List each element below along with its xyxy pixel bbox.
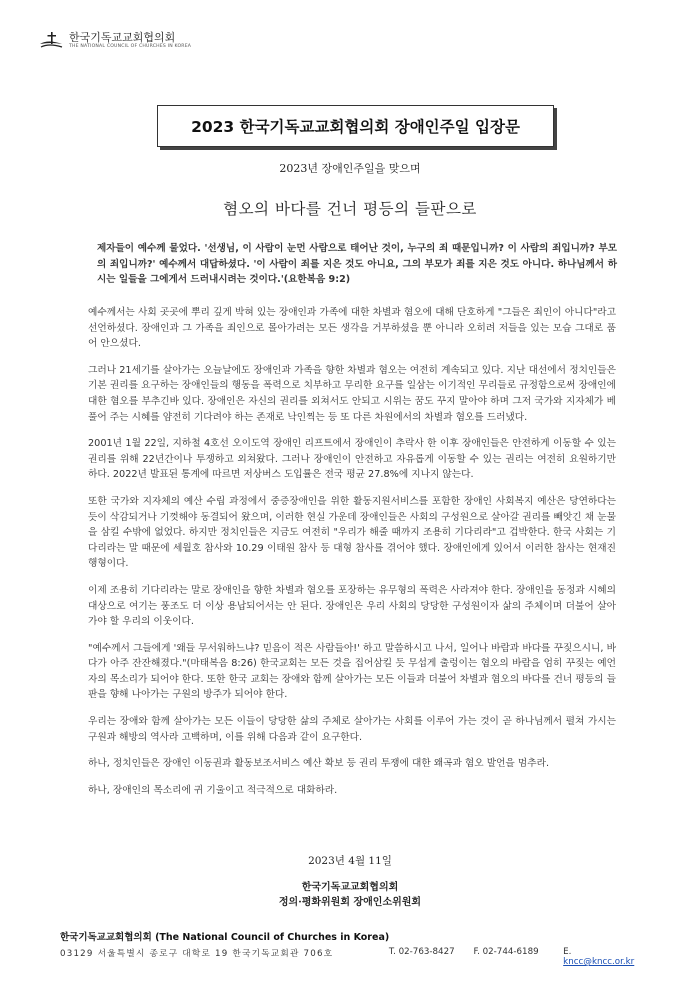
statement-date: 2023년 4월 11일	[308, 855, 392, 867]
signature-committee: 정의·평화위원회 장애인소위원회	[278, 897, 422, 908]
footer-address: 03129 서울특별시 종로구 대학로 19 한국기독교회관 706호	[60, 949, 334, 959]
subtitle: 2023년 장애인주일을 맞으며	[279, 162, 421, 175]
header-logo	[38, 30, 191, 52]
org-name-ko: 한국기독교교회협의회	[69, 31, 176, 44]
title-box	[157, 105, 554, 147]
paragraph: 이제 조용히 기다리라는 말로 장애인을 향한 차별과 혐오를 포장하는 유무형의 폭력은 사라져야 한다. 장애인을 동정과 시혜의 대상으로 여기는 풍조도 더 이상 용납되어서는 안 된다. 장애인은 우리 사회의 당당한 구성원이자 삶의 주체이며 더불어 살아가야 할 우리의 이웃이다.	[88, 584, 616, 628]
paragraph: 그러나 21세기를 살아가는 오늘날에도 장애인과 가족을 향한 차별과 혐오는 여전히 계속되고 있다. 지난 대선에서 정치인들은 기본 권리를 요구하는 장애인들의 행동을 폭력으로 치부하고 무리한 요구를 일삼는 이기적인 무리들로 규정함으로써 장애인에 대한 혐오를 부추긴바 있다. 장애인은 자신의 권리를 외쳐서도 안되고 시위는 꿈도 꾸지 말아야 하며 그저 국가와 지자체가 베풀어 주는 시혜를 얌전히 기다려야 하는 존재로 낙인찍는 등 또 다른 차원에서의 차별과 혐오를 드러냈다.	[88, 364, 616, 423]
page-title: 2023 한국기독교교회협의회 장애인주일 입장문	[191, 118, 520, 136]
paragraph: 하나, 장애인의 목소리에 귀 기울이고 적극적으로 대화하라.	[88, 784, 338, 796]
paragraph: 2001년 1월 22일, 지하철 4호선 오이도역 장애인 리프트에서 장애인이 추락사 한 이후 장애인들은 안전하게 이동할 수 있는 권리를 위해 22년간이나 투쟁하고 외쳐왔다. 그러나 장애인이 안전하고 자유롭게 이동할 수 있는 권리는 여전히 요원하기만 하다. 2022년 발표된 통계에 따르면 저상버스 도입률은 전국 평균 27.8%에 지나지 않는다.	[88, 438, 616, 481]
signature-block	[0, 880, 700, 910]
email-prefix: E.	[563, 947, 572, 957]
paragraph: 또한 국가와 지자체의 예산 수립 과정에서 중증장애인을 위한 활동지원서비스를 포함한 장애인 사회복지 예산은 당연하다는 듯이 삭감되거나 기껏해야 동결되어 왔으며, 이러한 현실 가운데 장애인들은 사회의 구성원으로 살아갈 권리를 빼앗긴 채 눈물을 삼킬 수밖에 없었다. 하지만 정치인들은 지금도 여전히 "우리가 해줄 때까지 조용히 기다리라"고 겁박한다. 한국 사회는 기다리라는 말 때문에 세월호 참사와 10.29 이태원 참사 등 대형 참사를 겪어야 했다. 장애인에게 있어서 이러한 참사는 현재진행형이다.	[88, 495, 616, 570]
email-link[interactable]: kncc@kncc.or.kr	[563, 957, 635, 967]
signature-org: 한국기독교교회협의회	[301, 882, 399, 893]
footer-contact	[60, 947, 645, 967]
cross-logo-icon	[38, 30, 64, 52]
paragraph: "예수께서 그들에게 '왜들 무서워하느냐? 믿음이 적은 사람들아!' 하고 말씀하시고 나서, 일어나 바람과 바다를 꾸짖으시니, 바다가 아주 잔잔해졌다."(마태복음 8:26) 한국교회는 모든 것을 집어삼킬 듯 무섭게 출렁이는 혐오의 바람을 엄히 꾸짖는 예언자의 목소리가 되어야 한다. 또한 한국 교회는 장애와 함께 살아가는 모든 이들과 더불어 차별과 혐오의 바다를 건너 평등의 들판을 향해 나아가는 구원의 방주가 되어야 한다.	[88, 642, 616, 701]
paragraph: 하나, 정치인들은 장애인 이동권과 활동보조서비스 예산 확보 등 권리 투쟁에 대한 왜곡과 혐오 발언을 멈추라.	[88, 758, 550, 770]
statement-body	[88, 305, 616, 809]
scripture-quote: 제자들이 예수께 물었다. '선생님, 이 사람이 눈먼 사람으로 태어난 것이, 누구의 죄 때문입니까? 이 사람의 죄입니까? 부모의 죄입니까?' 예수께서 대답하셨다. '이 사람이 죄를 지은 것도 아니요, 그의 부모가 죄를 지은 것도 아니다. 하나님께서 하시는 일들을 그에게서 드러내시려는 것이다.'(요한복음 9:2)	[97, 243, 617, 285]
paragraph: 우리는 장애와 함께 살아가는 모든 이들이 당당한 삶의 주체로 살아가는 사회를 이루어 가는 것이 곧 하나님께서 펼쳐 가시는 구원과 해방의 역사라 고백하며, 이를 위해 다음과 같이 요구한다.	[88, 716, 616, 743]
footer-fax: F. 02-744-6189	[473, 947, 539, 957]
org-name-en: THE NATIONAL COUNCIL OF CHURCHES IN KOREA	[69, 44, 192, 49]
headline: 혐오의 바다를 건너 평등의 들판으로	[223, 200, 477, 218]
paragraph: 예수께서는 사회 곳곳에 뿌리 깊게 박혀 있는 장애인과 가족에 대한 차별과 혐오에 대해 단호하게 "그들은 죄인이 아니다"라고 선언하셨다. 장애인과 그 가족을 죄인으로 몰아가려는 모든 생각을 거부하셨을 뿐 아니라 오히려 저들을 있는 모습 그대로 품어 안으셨다.	[88, 307, 616, 350]
footer-email	[563, 947, 645, 967]
footer-tel: T. 02-763-8427	[388, 947, 455, 957]
footer-org-name: 한국기독교교회협의회 (The National Council of Churches in Korea)	[60, 932, 390, 943]
